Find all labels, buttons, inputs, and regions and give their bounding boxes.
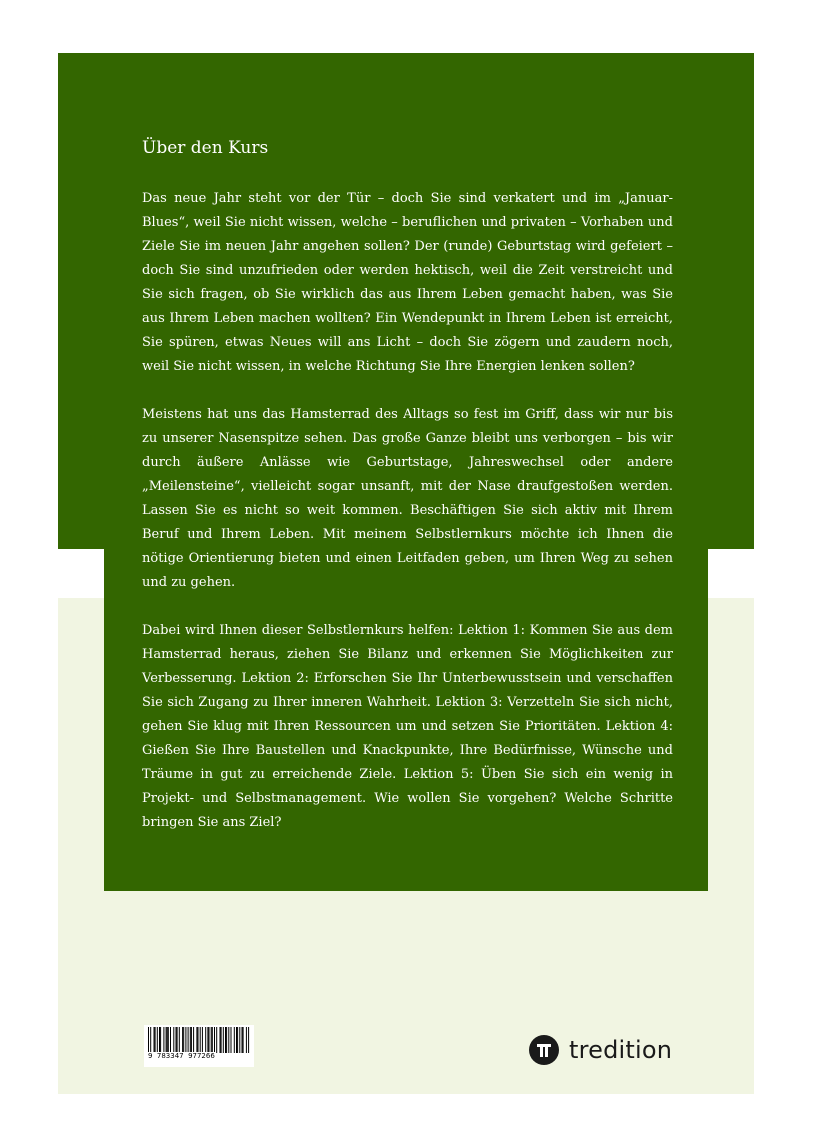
paragraph-intro: Das neue Jahr steht vor der Tür – doch Sie sind verkatert und im „Januar-Blues“, weil Sie nicht wissen, welche – beruflichen und privaten – Vorhaben und Ziele Sie im neuen Jahr angehen sollen? Der (runde) Geburtstag wird gefeiert – doch Sie sind unzufrieden oder werden hektisch, weil die Zeit verstreicht und Sie sich fragen, ob Sie wirklich das aus Ihrem Leben gemacht haben, was Sie aus Ihrem Leben machen wollten? Ein Wendepunkt in Ihrem Leben ist erreicht, Sie spüren, etwas Neues will ans Licht – doch Sie zögern und zaudern noch, weil Sie nicht wissen, in welche Richtung Sie Ihre Energien lenken sollen? xyxy=(142,191,673,374)
publisher-name: tredition xyxy=(569,1036,673,1064)
publisher-logo xyxy=(529,1034,672,1066)
barcode-bars xyxy=(144,1025,254,1067)
course-description xyxy=(142,136,673,859)
tredition-logo-icon xyxy=(529,1035,559,1065)
section-heading: Über den Kurs xyxy=(142,138,269,158)
isbn-barcode xyxy=(144,1025,254,1067)
paragraph-lektionen: Dabei wird Ihnen dieser Selbstlernkurs helfen: Lektion 1: Kommen Sie aus dem Hamsterrad heraus, ziehen Sie Bilanz und erkennen Sie Möglichkeiten zur Verbesserung. Lektion 2: Erforschen Sie Ihr Unterbewusstsein und verschaffen Sie sich Zugang zu Ihrer inneren Wahrheit. Lektion 3: Verzetteln Sie sich nicht, gehen Sie klug mit Ihren Ressourcen um und setzen Sie Prioritäten. Lektion 4: Gießen Sie Ihre Baustellen und Knackpunkte, Ihre Bedürfnisse, Wünsche und Träume in gut zu erreichende Ziele. Lektion 5: Üben Sie sich ein wenig in Projekt- und Selbstmanagement. Wie wollen Sie vorgehen? Welche Schritte bringen Sie ans Ziel? xyxy=(142,623,673,830)
barcode-digits: 9 783347 977266 xyxy=(148,1052,215,1060)
paragraph-hamsterrad: Meistens hat uns das Hamsterrad des Alltags so fest im Griff, dass wir nur bis zu unserer Nasenspitze sehen. Das große Ganze bleibt uns verborgen – bis wir durch äußere Anlässe wie Geburtstage, Jahreswechsel oder andere „Meilensteine“, vielleicht sogar unsanft, mit der Nase draufgestoßen werden. Lassen Sie es nicht so weit kommen. Beschäftigen Sie sich aktiv mit Ihrem Beruf und Ihrem Leben. Mit meinem Selbstlernkurs möchte ich Ihnen die nötige Orientierung bieten und einen Leitfaden geben, um Ihren Weg zu sehen und zu gehen. xyxy=(142,407,673,590)
